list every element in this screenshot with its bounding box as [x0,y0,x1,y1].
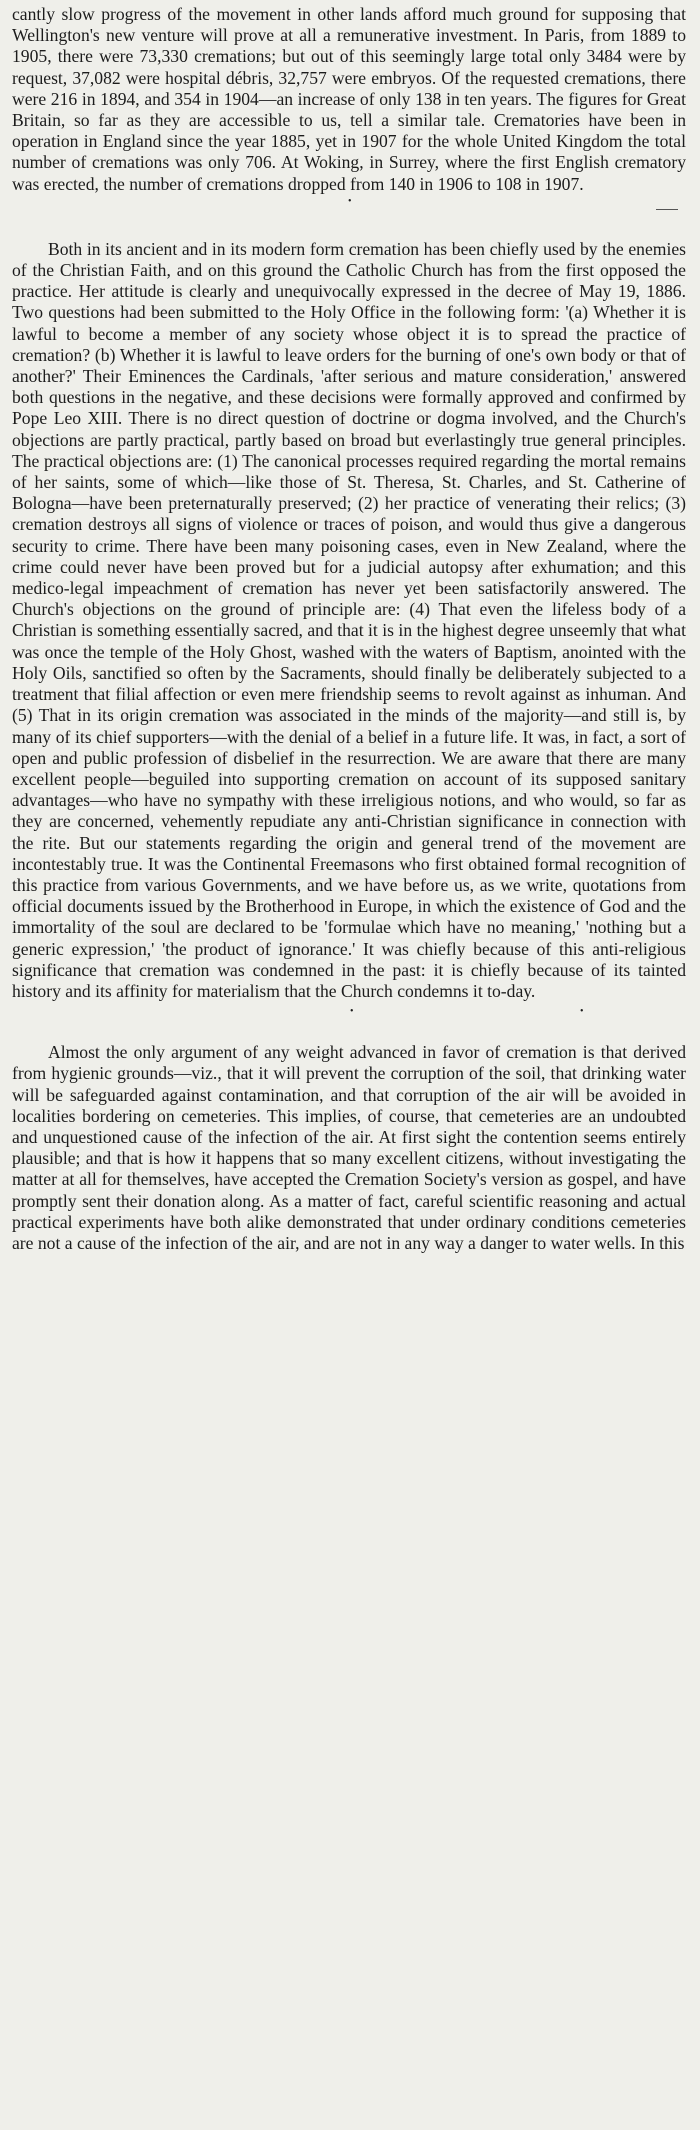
print-speck-mark: • [350,1006,354,1018]
article-paragraph-hygienic-argument: Almost the only argument of any weight advanced in favor of cremation is that derived from hygienic grounds—viz., that it will prevent the corruption of the soil, that drinking water will be safeguarded against contamination, and that corruption of the air will be avoided in localities bordering on cemeteries. This implies, of course, that cemeteries are an undoubted and unquestioned cause of the infection of the air. At first sight the contention seems entirely plausible; and that is how it happens that so many excellent citizens, without investigating the matter at all for themselves, have accepted the Cremation Society's version as gospel, and have promptly sent their donation along. As a matter of fact, careful scientific reasoning and actual practical experiments have both alike demonstrated that under ordinary conditions cemeteries are not a cause of the infection of the air, and are not in any way a danger to water wells. In this [12,1042,686,1253]
print-speck-mark: • [348,195,352,207]
print-dash-mark [656,209,678,210]
paragraph-separator [12,1002,686,1042]
article-paragraph-church-objections: Both in its ancient and in its modern form cremation has been chiefly used by the enemies of the Christian Faith, and on this ground the Catholic Church has from the first opposed the practice. Her attitude is clearly and unequivocally expressed in the decree of May 19, 1886. Two questions had been submitted to the Holy Office in the following form: '(a) Whether it is lawful to become a member of any society whose object it is to spread the practice of cremation? (b) Whether it is lawful to leave orders for the burning of one's own body or that of another?' Their Eminences the Cardinals, 'after serious and mature consideration,' answered both questions in the negative, and these decisions were formally approved and confirmed by Pope Leo XIII. There is no direct question of doctrine or dogma involved, and the Church's objections are partly practical, partly based on broad but everlastingly true general principles. The practical objections are: (1) The canonical processes required regarding the mortal remains of her saints, some of which—like those of St. Theresa, St. Charles, and St. Catherine of Bologna—have been preternaturally preserved; (2) her practice of venerating their relics; (3) cremation destroys all signs of violence or traces of poison, and would thus give a dangerous security to crime. There have been many poisoning cases, even in New Zealand, where the crime could never have been proved but for a judicial autopsy after exhumation; and this medico-legal impeachment of cremation has never yet been satisfactorily answered. The Church's objections on the ground of principle are: (4) That even the lifeless body of a Christian is something essentially sacred, and that it is in the highest degree unseemly that what was once the temple of the Holy Ghost, washed with the waters of Baptism, anointed with the Holy Oils, sanctified so often by the Sacraments, should finally be deliberately subjected to a treatment that filial affection or even mere friendship seems to revolt against as inhuman. And (5) That in its origin cremation was associated in the minds of the majority—and still is, by many of its chief supporters—with the denial of a belief in a future life. It was, in fact, a sort of open and public profession of disbelief in the resurrection. We are aware that there are many excellent people—beguiled into supporting cremation on account of its supposed sanitary advantages—who have no sympathy with these irreligious notions, and who would, so far as they are concerned, vehemently repudiate any anti-Christian significance in connection with the rite. But our statements regarding the origin and general trend of the movement are incontestably true. It was the Continental Freemasons who first obtained formal recognition of this practice from various Governments, and we have before us, as we write, quotations from official documents issued by the Brotherhood in Europe, in which the existence of God and the immortality of the soul are declared to be 'formulae which have no meaning,' 'nothing but a generic expression,' 'the product of ignorance.' It was chiefly because of this anti-religious significance that cremation was condemned in the past: it is chiefly because of its tainted history and its affinity for materialism that the Church condemns it to-day. [12,238,686,1001]
article-column [12,4,686,1254]
paragraph-separator [12,195,686,239]
article-paragraph-cremation-statistics: cantly slow progress of the movement in other lands afford much ground for supposing that Wellington's new venture will prove at all a remunerative investment. In Paris, from 1889 to 1905, there were 73,330 cremations; but out of this seemingly large total only 3484 were by request, 37,082 were hospital débris, 32,757 were embryos. Of the requested cremations, there were 216 in 1894, and 354 in 1904—an increase of only 138 in ten years. The figures for Great Britain, so far as they are accessible to us, tell a similar tale. Crematories have been in operation in England since the year 1885, yet in 1907 for the whole United Kingdom the total number of cremations was only 706. At Woking, in Surrey, where the first English crematory was erected, the number of cremations dropped from 140 in 1906 to 108 in 1907. [12,4,686,194]
print-speck-mark: • [580,1006,584,1018]
